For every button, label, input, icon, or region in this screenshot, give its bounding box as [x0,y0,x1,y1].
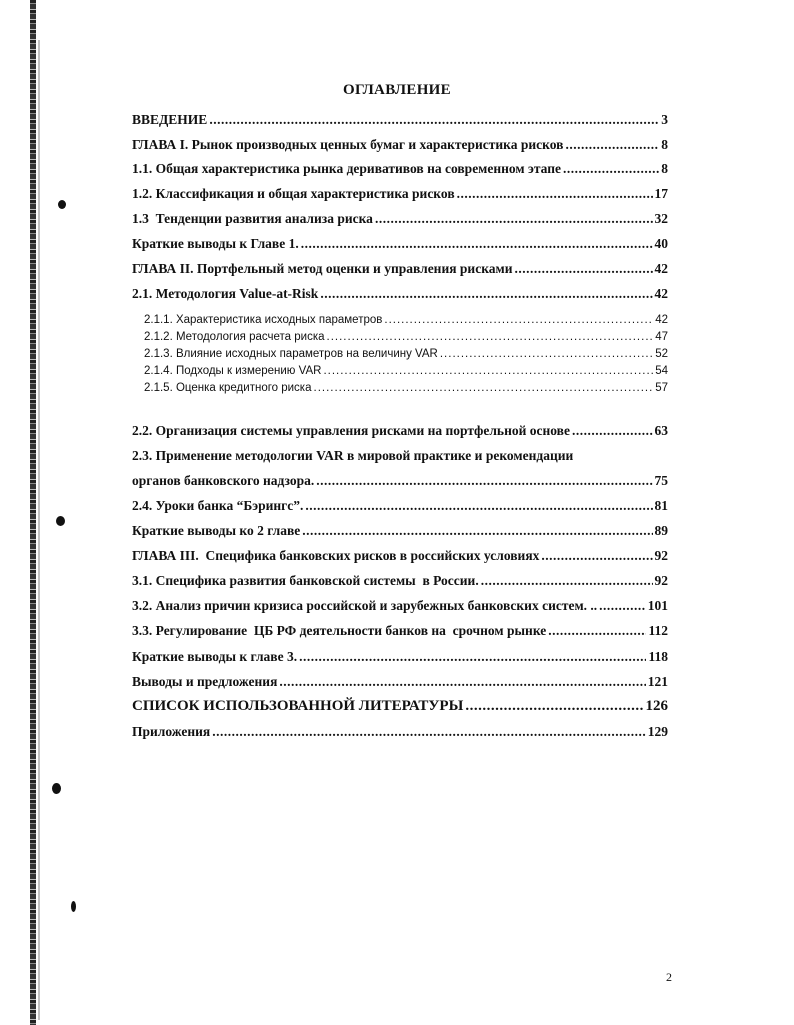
toc-entry-page: 8 [661,161,668,176]
toc-entry[interactable] [132,161,668,177]
toc-entry-title: 2.1.3. Влияние исходных параметров на величину VAR [144,348,438,360]
toc-entry-title: ГЛАВА II. Портфельный метод оценки и управления рисками [132,261,513,276]
toc-entry-page: 63 [654,423,668,438]
dot-leader [327,331,654,343]
toc-entry-page: 42 [654,261,668,276]
dot-leader [316,473,652,489]
toc-entry-page: 54 [655,365,668,377]
toc-entry[interactable] [132,473,668,489]
toc-subentry[interactable] [144,365,668,377]
dot-leader [375,211,653,227]
dot-leader [481,573,653,589]
toc-entry-title: Краткие выводы к Главе 1. [132,236,299,251]
dot-leader [565,137,659,153]
dot-leader [302,523,652,539]
toc-entry-title: 2.4. Уроки банка “Бэрингс”. [132,498,304,513]
toc-entry-page: 89 [654,523,668,538]
toc-entry-title: Приложения [132,724,211,739]
toc-entry[interactable] [132,137,668,153]
toc-entry[interactable] [132,623,668,639]
scan-edge [30,0,36,1025]
toc-entry[interactable] [132,261,668,277]
toc-entry[interactable] [132,598,668,614]
toc-subentry[interactable] [144,314,668,326]
toc-entry-page: 3 [661,112,668,127]
dot-leader [301,236,653,252]
toc-entry[interactable] [132,674,668,690]
dot-leader [209,112,659,128]
toc-entry-title: 1.2. Классификация и общая характеристика рисков [132,186,455,201]
page-number: 2 [666,970,672,984]
toc-entry[interactable] [132,186,668,202]
toc-entry-title: ГЛАВА I. Рынок производных ценных бумаг и характеристика рисков [132,137,564,152]
dot-leader [548,623,646,639]
dot-leader [541,548,652,564]
toc-entry-page: 112 [648,623,668,638]
toc-entry-page: 75 [654,473,668,488]
dot-leader [572,423,653,439]
dot-leader [457,186,653,202]
toc-entry-page: 92 [654,548,668,563]
toc-entry-page: 47 [655,331,668,343]
toc-entry-page: 42 [654,286,668,301]
toc-entry-title: органов банковского надзора. [132,473,315,488]
toc-entry-title: 1.1. Общая характеристика рынка деривативов на современном этапе [132,161,561,176]
dot-leader [515,261,653,277]
toc-entry[interactable] [132,573,668,589]
page-title: ОГЛАВЛЕНИЕ [343,82,451,98]
dot-leader [212,724,646,740]
toc-entry-page: 52 [655,348,668,360]
scan-edge-line [38,40,40,1020]
dot-leader [279,674,645,690]
toc-entry[interactable] [132,724,668,740]
scan-mark [71,901,76,912]
scan-mark [56,516,65,526]
scan-mark [52,783,61,794]
toc-entry[interactable] [132,286,668,302]
toc-entry[interactable] [132,548,668,564]
toc-entry-title: 3.1. Специфика развития банковской системы в России. [132,573,479,588]
toc-entry-title: 2.1.2. Методология расчета риска [144,331,325,343]
dot-leader [305,498,652,514]
toc-entry-title: ВВЕДЕНИЕ [132,112,208,127]
toc-entry-page: 118 [648,649,668,664]
toc-entry[interactable] [132,523,668,539]
toc-entry-page: 40 [654,236,668,251]
toc-entry-title: 3.3. Регулирование ЦБ РФ деятельности банков на срочном рынке [132,623,547,638]
toc-entry-title: ГЛАВА III. Специфика банковских рисков в российских условиях [132,548,540,563]
toc-entry-page: 92 [654,573,668,588]
toc-entry[interactable] [132,236,668,252]
toc-entry-title: 2.1. Методология Value-at-Risk [132,286,319,301]
toc-entry-title-line1[interactable]: 2.3. Применение методологии VAR в мировой практике и рекомендации [132,448,574,463]
toc-entry[interactable] [132,112,668,128]
toc-entry[interactable] [132,698,668,715]
toc-subentry[interactable] [144,348,668,360]
toc-entry-page: 126 [645,698,668,714]
toc-entry-title: 3.2. Анализ причин кризиса российской и зарубежных банковских систем. .. [132,598,598,613]
toc-entry-page: 8 [661,137,668,152]
toc-entry-title: 2.1.4. Подходы к измерению VAR [144,365,322,377]
toc-entry-page: 32 [654,211,668,226]
dot-leader [320,286,652,302]
toc-entry-title: Краткие выводы ко 2 главе [132,523,301,538]
toc-subentry[interactable] [144,382,668,394]
toc-subentry[interactable] [144,331,668,343]
dot-leader [465,698,643,715]
toc-entry-title: Выводы и предложения [132,674,278,689]
toc-entry-title: 2.2. Организация системы управления рисками на портфельной основе [132,423,570,438]
toc-entry-page: 17 [654,186,668,201]
toc-entry-title: СПИСОК ИСПОЛЬЗОВАННОЙ ЛИТЕРАТУРЫ [132,698,464,714]
toc-entry-page: 57 [655,382,668,394]
toc-entry-title: 2.1.5. Оценка кредитного риска [144,382,312,394]
dot-leader [384,314,653,326]
dot-leader [563,161,659,177]
toc-entry-page: 101 [647,598,668,613]
dot-leader [440,348,653,360]
dot-leader [314,382,654,394]
toc-entry[interactable] [132,423,668,439]
dot-leader [299,649,646,665]
toc-entry[interactable] [132,649,668,665]
toc-entry-page: 42 [655,314,668,326]
toc-entry[interactable] [132,498,668,514]
toc-entry[interactable] [132,211,668,227]
dot-leader [323,365,653,377]
toc-entry-page: 129 [647,724,668,739]
toc-entry-page: 81 [654,498,668,513]
toc-entry-title: Краткие выводы к главе 3. [132,649,298,664]
toc-entry-title: 2.1.1. Характеристика исходных параметров [144,314,383,326]
toc-entry-title: 1.3 Тенденции развития анализа риска [132,211,373,226]
dot-leader [599,598,646,614]
scan-mark [58,200,66,209]
toc-entry-page: 121 [647,674,668,689]
